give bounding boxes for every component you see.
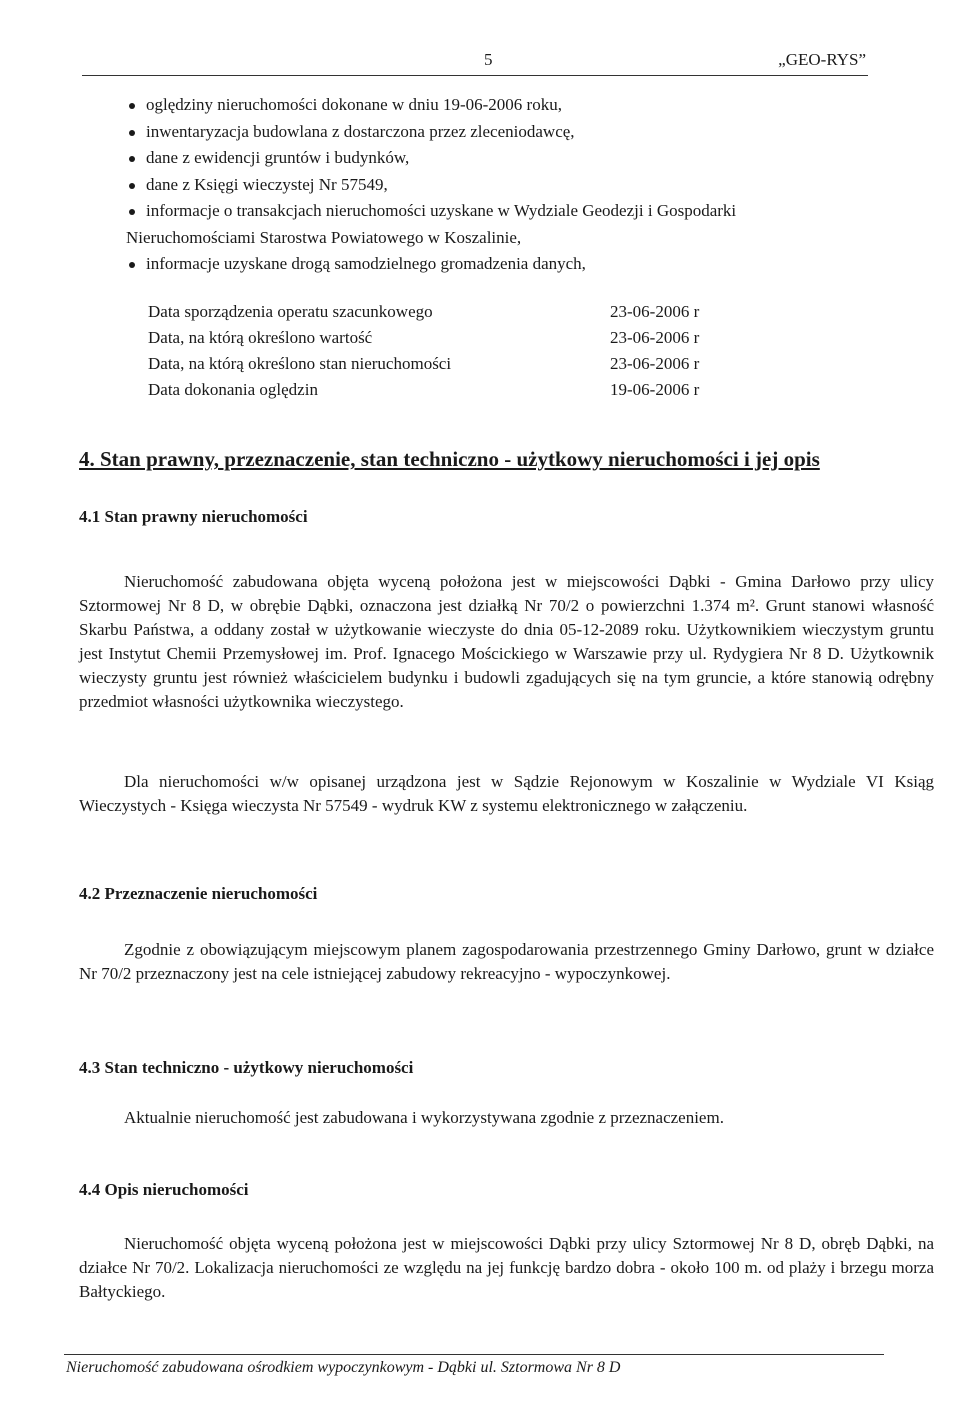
list-item: inwentaryzacja budowlana z dostarczona przez zleceniodawcę,	[126, 119, 886, 146]
list-item: oględziny nieruchomości dokonane w dniu 19-06-2006 roku,	[126, 92, 886, 119]
date-label: Data dokonania oględzin	[148, 380, 318, 399]
dates-table	[148, 302, 808, 406]
date-label: Data, na którą określono stan nieruchomości	[148, 354, 452, 373]
list-item: dane z Księgi wieczystej Nr 57549,	[126, 172, 886, 199]
paragraph: Dla nieruchomości w/w opisanej urządzona jest w Sądzie Rejonowym w Koszalinie w Wydziale VI Ksiąg Wieczystych - Księga wieczysta Nr 57549 - wydruk KW z systemu elektronicznego w załączeniu.	[79, 772, 934, 815]
list-item: informacje uzyskane drogą samodzielnego gromadzenia danych,	[126, 251, 886, 278]
page-number: 5	[484, 50, 493, 69]
bullet-icon	[129, 103, 135, 109]
subsection-heading: 4.4 Opis nieruchomości	[79, 1180, 249, 1199]
list-item-continuation: Nieruchomościami Starostwa Powiatowego w Koszalinie,	[126, 227, 522, 247]
bullet-icon	[129, 183, 135, 189]
table-row	[148, 328, 808, 354]
date-label: Data, na którą określono wartość	[148, 328, 373, 347]
header-rule	[82, 75, 868, 76]
table-row	[148, 380, 808, 406]
date-label: Data sporządzenia operatu szacunkowego	[148, 302, 433, 321]
subsection-heading: 4.3 Stan techniczno - użytkowy nieruchomości	[79, 1058, 414, 1077]
footer-rule	[64, 1354, 884, 1355]
page-footer: Nieruchomość zabudowana ośrodkiem wypoczynkowym - Dąbki ul. Sztormowa Nr 8 D	[66, 1359, 621, 1376]
bullet-icon	[129, 262, 135, 268]
list-item: informacje o transakcjach nieruchomości uzyskane w Wydziale Geodezji i Gospodarki	[126, 198, 886, 225]
date-value: 23-06-2006 r	[610, 328, 700, 347]
firm-name: „GEO-RYS”	[778, 50, 866, 69]
table-row	[148, 354, 808, 380]
date-value: 23-06-2006 r	[610, 302, 700, 321]
date-value: 23-06-2006 r	[610, 354, 700, 373]
paragraph: Nieruchomość zabudowana objęta wyceną położona jest w miejscowości Dąbki - Gmina Darłowo przy ulicy Sztormowej Nr 8 D, w obrębie Dąbki, oznaczona jest działką Nr 70/2 o powierzchni 1.374 m². Grunt stanowi własność Skarbu Państwa, a oddany został w użytkowanie wieczyste do dnia 05-12-2089 roku. Użytkownikiem wieczystym gruntu jest Instytut Chemii Przemysłowej im. Prof. Ignacego Mościckiego w Warszawie przy ul. Rydygiera Nr 8 D. Użytkownik wieczysty gruntu jest również właścicielem budynku i budowli zgadujących się na tym gruncie, a które stanowią odrębny przedmiot własności użytkownika wieczystego.	[79, 572, 934, 711]
paragraph: Zgodnie z obowiązującym miejscowym planem zagospodarowania przestrzennego Gminy Darłowo, grunt w działce Nr 70/2 przeznaczony jest na cele istniejącej zabudowy rekreacyjno - wypoczynkowej.	[79, 940, 934, 983]
subsection-heading: 4.1 Stan prawny nieruchomości	[79, 507, 308, 526]
source-list	[126, 92, 886, 278]
date-value: 19-06-2006 r	[610, 380, 700, 399]
bullet-icon	[129, 156, 135, 162]
bullet-icon	[129, 130, 135, 136]
paragraph: Aktualnie nieruchomość jest zabudowana i wykorzystywana zgodnie z przeznaczeniem.	[124, 1108, 724, 1127]
paragraph: Nieruchomość objęta wyceną położona jest w miejscowości Dąbki przy ulicy Sztormowej Nr 8 D, obręb Dąbki, na działce Nr 70/2. Lokalizacja nieruchomości ze względu na jej funkcję bardzo dobra - około 100 m. od plaży i brzegu morza Bałtyckiego.	[79, 1234, 934, 1301]
bullet-icon	[129, 209, 135, 215]
section-heading: 4. Stan prawny, przeznaczenie, stan techniczno - użytkowy nieruchomości i jej opis	[79, 447, 820, 471]
table-row	[148, 302, 808, 328]
list-item: dane z ewidencji gruntów i budynków,	[126, 145, 886, 172]
subsection-heading: 4.2 Przeznaczenie nieruchomości	[79, 884, 318, 903]
